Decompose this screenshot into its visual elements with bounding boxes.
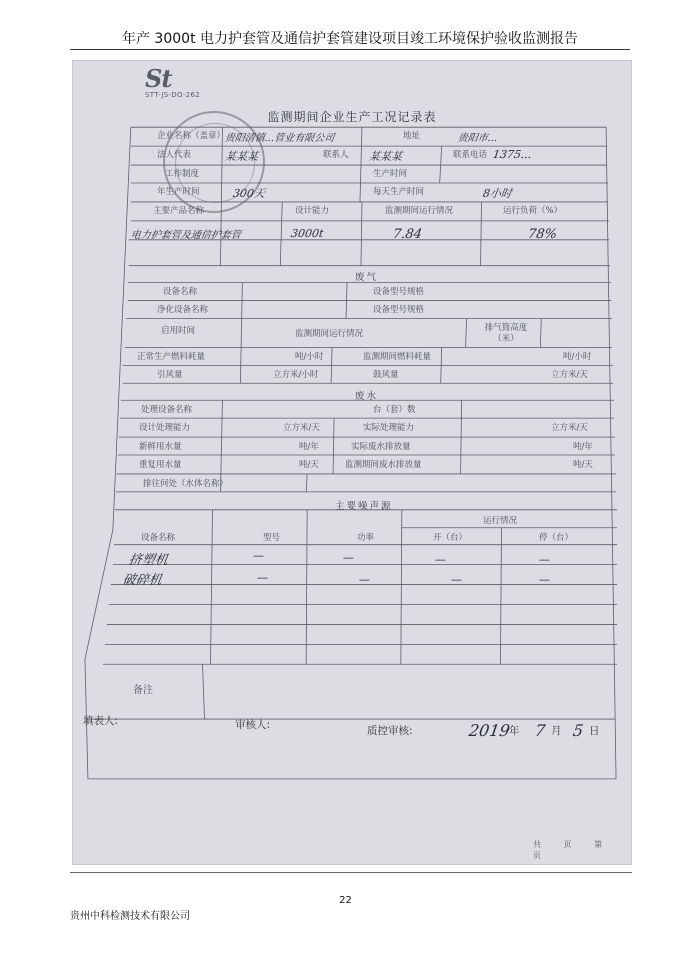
label-noise-on: 开（台） (433, 533, 468, 543)
label-gas-running: 监测期间运行情况 (295, 329, 364, 339)
label-stack-height: 排气筒高度（米） (484, 323, 528, 344)
hand-dash-4: — (538, 553, 551, 566)
label-actual-discharge: 实际废水排放量 (351, 442, 411, 452)
form-title: 监测期间企业生产工况记录表 (267, 110, 437, 124)
label-year: 年 (509, 725, 520, 737)
label-running-status: 监测期间运行情况 (385, 206, 454, 216)
hand-annual-days: 300天 (232, 187, 266, 200)
label-work-system: 工作制度 (165, 169, 200, 179)
label-reviewer: 审核人: (235, 719, 271, 731)
page-indicator: 共 页 第 页 (533, 840, 613, 860)
label-blower-air: 鼓风量 (373, 370, 399, 380)
label-noise-power: 功率 (357, 533, 375, 543)
label-purifier: 净化设备名称 (157, 305, 209, 315)
label-unit-name: 企业名称（盖章） (157, 131, 226, 141)
label-reuse-unit: 吨/天 (299, 460, 319, 470)
label-day: 日 (589, 725, 600, 737)
label-reuse-water: 重复用水量 (139, 460, 182, 470)
hand-load: 78% (526, 227, 558, 242)
label-start-time: 启用时间 (161, 326, 196, 336)
label-induced-air: 引风量 (157, 370, 183, 380)
label-annual-days: 年生产时间 (157, 187, 200, 197)
label-water-unit-2: 立方米/天 (551, 423, 588, 433)
label-noise-off: 停（台） (539, 533, 574, 543)
label-daily-hours: 每天生产时间 (373, 187, 425, 197)
label-monitor-unit: 吨/天 (573, 460, 593, 470)
hand-fan-2: 破碎机 (121, 573, 163, 588)
label-water-count: 台（套）数 (373, 405, 416, 415)
label-address: 地址 (403, 131, 421, 141)
company-name: 贵州中科检测技术有限公司 (70, 911, 190, 922)
bottom-rule (70, 872, 632, 873)
label-purifier-model: 设备型号规格 (373, 305, 425, 315)
label-discharge-unit: 吨/年 (573, 442, 593, 452)
label-qc-reviewer: 质控审核: (367, 725, 413, 737)
logo-mark: St (145, 64, 172, 93)
hand-date-month: 7 (533, 721, 547, 740)
label-noise-device: 设备名称 (141, 533, 176, 543)
hand-daily-hours: 8小时 (482, 187, 513, 200)
label-phone: 联系电话 (453, 150, 488, 160)
label-gas-model: 设备型号规格 (373, 287, 425, 297)
hand-dash-7: — (450, 573, 463, 586)
report-header: 年产 3000t 电力护套管及通信护套管建设项目竣工环境保护验收监测报告 (70, 28, 630, 50)
label-air-unit: 立方米/小时 (273, 370, 319, 380)
label-water-device: 处理设备名称 (141, 405, 193, 415)
label-normal-fuel: 正常生产燃料耗量 (137, 352, 206, 362)
label-load: 运行负荷（%） (503, 206, 563, 216)
hand-date-day: 5 (571, 721, 585, 740)
label-water-design: 设计处理能力 (139, 423, 191, 433)
hand-contact: 某某某 (368, 150, 403, 163)
hand-dash-3: — (434, 553, 447, 566)
section-noise: 主要噪声源 (335, 501, 393, 512)
section-gas: 废气 (355, 272, 379, 283)
hand-running: 7.84 (391, 227, 424, 242)
hand-dash-5: — (256, 571, 269, 584)
label-fuel-unit-2: 吨/小时 (563, 352, 592, 362)
label-fuel-unit: 吨/小时 (295, 352, 324, 362)
label-month: 月 (551, 725, 562, 737)
hand-dash-8: — (538, 573, 551, 586)
label-remark: 备注 (133, 685, 153, 696)
label-main-product: 主要产品名称 (153, 206, 205, 216)
hand-dash-6: — (358, 573, 371, 586)
label-fresh-water: 新鲜用水量 (139, 442, 182, 452)
scanned-form (72, 60, 632, 865)
hand-dash-2: — (342, 551, 355, 564)
hand-phone: 1375... (492, 148, 533, 161)
logo-code: STT-JS-DO-262 (145, 91, 201, 99)
hand-fan-1: 挤塑机 (127, 553, 169, 568)
label-water-actual: 实际处理能力 (363, 423, 415, 433)
label-monitor-discharge: 监测期间废水排放量 (345, 460, 422, 470)
hand-unit-name: 贵阳清镇...管业有限公司 (223, 133, 336, 144)
label-design-capacity: 设计能力 (295, 206, 330, 216)
label-noise-running: 运行情况 (483, 516, 518, 526)
hand-product: 电力护套管及通信护套管 (129, 230, 242, 241)
label-outlet: 排往何处（水体名称） (143, 479, 229, 489)
hand-date-year: 2019 (467, 721, 512, 740)
label-water-unit: 立方米/天 (283, 423, 320, 433)
hand-address: 贵阳市... (456, 133, 499, 144)
label-production-time: 生产时间 (373, 169, 408, 179)
hand-design-capacity: 3000t (290, 227, 325, 240)
hand-legal-rep: 某某某 (224, 150, 259, 163)
label-air-unit-2: 立方米/天 (551, 370, 588, 380)
label-contact: 联系人 (323, 150, 349, 160)
label-noise-model: 型号 (263, 533, 281, 543)
page-number: 22 (339, 895, 352, 906)
label-legal-rep: 法人代表 (157, 150, 192, 160)
section-water: 废水 (355, 391, 379, 402)
label-monitor-fuel: 监测期间燃料耗量 (363, 352, 432, 362)
hand-dash-1: — (252, 549, 265, 562)
label-gas-device: 设备名称 (163, 287, 198, 297)
label-filler: 填表人: (83, 715, 119, 727)
label-fresh-unit: 吨/年 (299, 442, 319, 452)
